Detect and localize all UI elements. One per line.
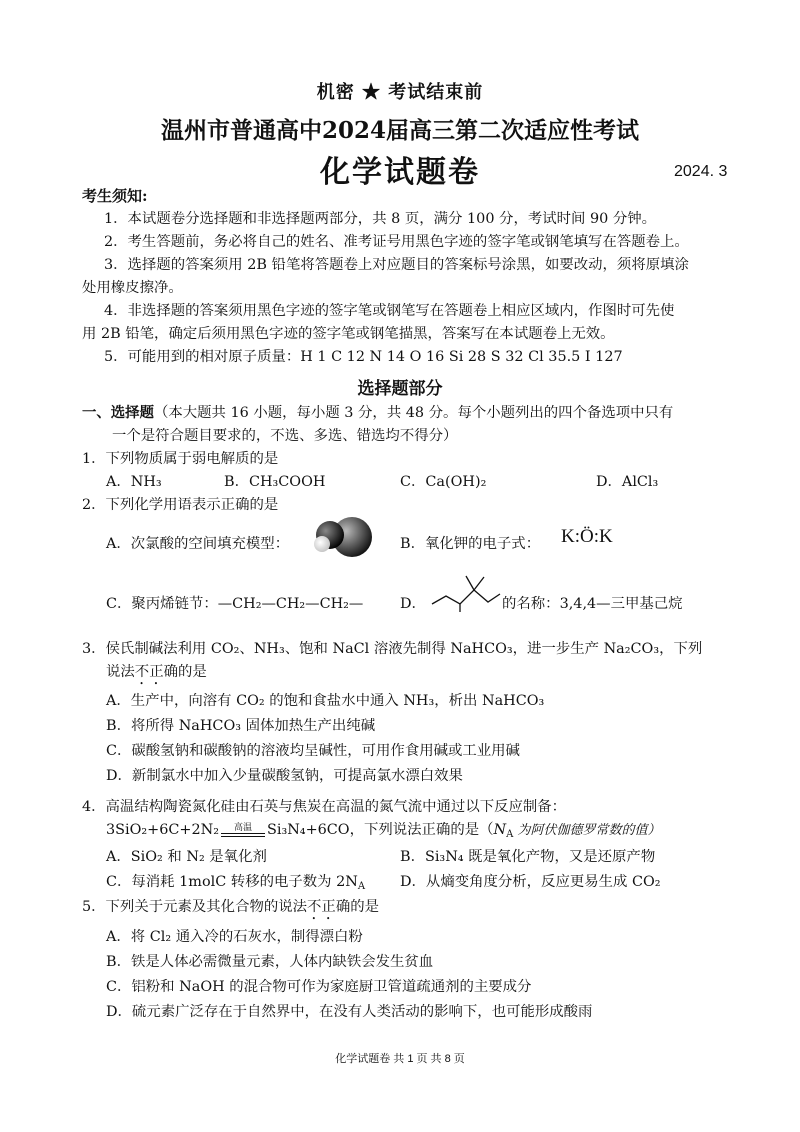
hypochlorous-acid-model-icon [310,514,372,560]
q4-option-c-subscript: A [357,881,366,892]
section-heading-text: （本大题共 16 小题，每小题 3 分，共 48 分。每个小题列出的四个备选项中只有 [153,405,674,421]
q5-option-c: C．铝粉和 NaOH 的混合物可作为家庭厨卫管道疏通剂的主要成分 [106,979,532,995]
section-title: 选择题部分 [357,379,443,399]
q4-na-symbol: N [493,822,507,838]
q3-stem-post: 确的是 [163,664,207,680]
exam-title: 温州市普通高中2024届高三第二次适应性考试 [160,117,639,144]
q3-option-d: D．新制氯水中加入少量碳酸氢钠，可提高氯水漂白效果 [106,768,463,784]
q1-option-b: B．CH₃COOH [224,474,326,490]
question-5-stem [82,895,379,923]
section-heading-label: 一、选择题 [82,404,154,421]
q4-eq-reactants: 3SiO₂+6C+2N₂ [106,822,219,838]
q5-stem-post: 确的是 [335,899,380,915]
q2-option-b: B．氧化钾的电子式： [400,536,541,552]
question-2-stem: 2．下列化学用语表示正确的是 [82,497,279,513]
q3-option-a: A．生产中，向溶有 CO₂ 的饱和食盐水中通入 NH₃，析出 NaHCO₃ [106,693,545,709]
notice-item: 5．可能用到的相对原子质量：H 1 C 12 N 14 O 16 Si 28 S 32 Cl 35.5 I 127 [104,349,623,365]
exam-subject-title: 化学试题卷 [320,155,480,190]
q5-option-b: B．铁是人体必需微量元素，人体内缺铁会发生贫血 [106,954,434,970]
q2-option-a: A．次氯酸的空间填充模型： [106,536,290,552]
q2-option-d-text: 的名称：3,4,4—三甲基己烷 [502,596,683,612]
q4-na-subscript: A [506,829,514,840]
exam-date: 2024. 3 [674,163,728,180]
q1-option-a: A．NH₃ [106,474,162,490]
reaction-equals-arrow [219,820,267,833]
question-3-stem: 3．侯氏制碱法利用 CO₂、NH₃、饱和 NaCl 溶液先制得 NaHCO₃，进一步生产 Na₂CO₃，下列 [82,641,703,657]
q4-option-a: A．SiO₂ 和 N₂ 是氧化剂 [106,849,267,865]
q5-stem-pre: 5．下列关于元素及其化合物的说法 [82,899,308,915]
q4-reaction-equation [106,818,660,840]
q4-option-d: D．从熵变角度分析，反应更易生成 CO₂ [400,874,661,890]
q4-eq-products: Si₃N₄+6CO，下列说法正确的是（ [266,822,494,838]
q2-option-c: C．聚丙烯链节：—CH₂—CH₂—CH₂— [106,596,364,612]
section-heading [82,401,673,422]
q3-option-c: C．碳酸氢钠和碳酸钠的溶液均呈碱性，可用作食用碱或工业用碱 [106,743,520,759]
q5-option-a: A．将 Cl₂ 通入冷的石灰水，制得漂白粉 [106,929,363,945]
question-1-stem: 1．下列物质属于弱电解质的是 [82,451,279,467]
q3-option-b: B．将所得 NaHCO₃ 固体加热生产出纯碱 [106,718,376,734]
q1-option-d: D．AlCl₃ [596,474,659,490]
question-3-stem-line2 [106,660,207,688]
confidential-mark: 机密 ★ 考试结束前 [316,82,484,103]
notice-item: 3．选择题的答案须用 2B 铅笔将答题卷上对应题目的答案标号涂黑，如要改动，须将原填涂 [104,257,689,273]
question-4-stem: 4．高温结构陶瓷氮化硅由石英与焦炭在高温的氮气流中通过以下反应制备： [82,799,567,815]
q2-option-d-label: D． [400,596,426,612]
notice-item: 1．本试题卷分选择题和非选择题两部分，共 8 页，满分 100 分，考试时间 90 分钟。 [104,211,657,227]
page-footer: 化学试题卷 共 1 页 共 8 页 [335,1053,465,1065]
notice-item: 用 2B 铅笔，确定后须用黑色字迹的签字笔或钢笔描黑，答案写在本试题卷上无效。 [82,326,615,342]
q3-stem-pre: 说法 [106,664,135,680]
q4-na-note: 为阿伏伽德罗常数的值） [513,823,661,838]
potassium-oxide-electron-formula: K:Ö:K [561,526,613,547]
q5-option-d: D．硫元素广泛存在于自然界中，在没有人类活动的影响下，也可能形成酸雨 [106,1004,593,1020]
q1-option-c: C．Ca(OH)₂ [400,474,487,490]
notice-heading: 考生须知: [82,187,148,205]
notice-item: 2．考生答题前，务必将自己的姓名、准考证号用黑色字迹的签字笔或钢笔填写在答题卷上。 [104,234,689,250]
notice-item: 处用橡皮擦净。 [82,280,183,296]
q3-stem-emphasis: 不正 [134,664,164,680]
q4-option-b: B．Si₃N₄ 既是氧化产物，又是还原产物 [400,849,656,865]
section-heading-line2: 一个是符合题目要求的，不选、多选、错选均不得分） [112,428,458,444]
notice-item: 4．非选择题的答案须用黑色字迹的签字笔或钢笔写在答题卷上相应区域内，作图时可先使 [104,303,675,319]
q5-stem-emphasis: 不正 [307,899,336,915]
alkane-skeletal-structure-icon [430,572,502,612]
q4-option-c-text: C．每消耗 1molC 转移的电子数为 2N [106,874,358,890]
q4-option-c [106,870,365,892]
q4-eq-condition: 高温 [233,823,252,833]
